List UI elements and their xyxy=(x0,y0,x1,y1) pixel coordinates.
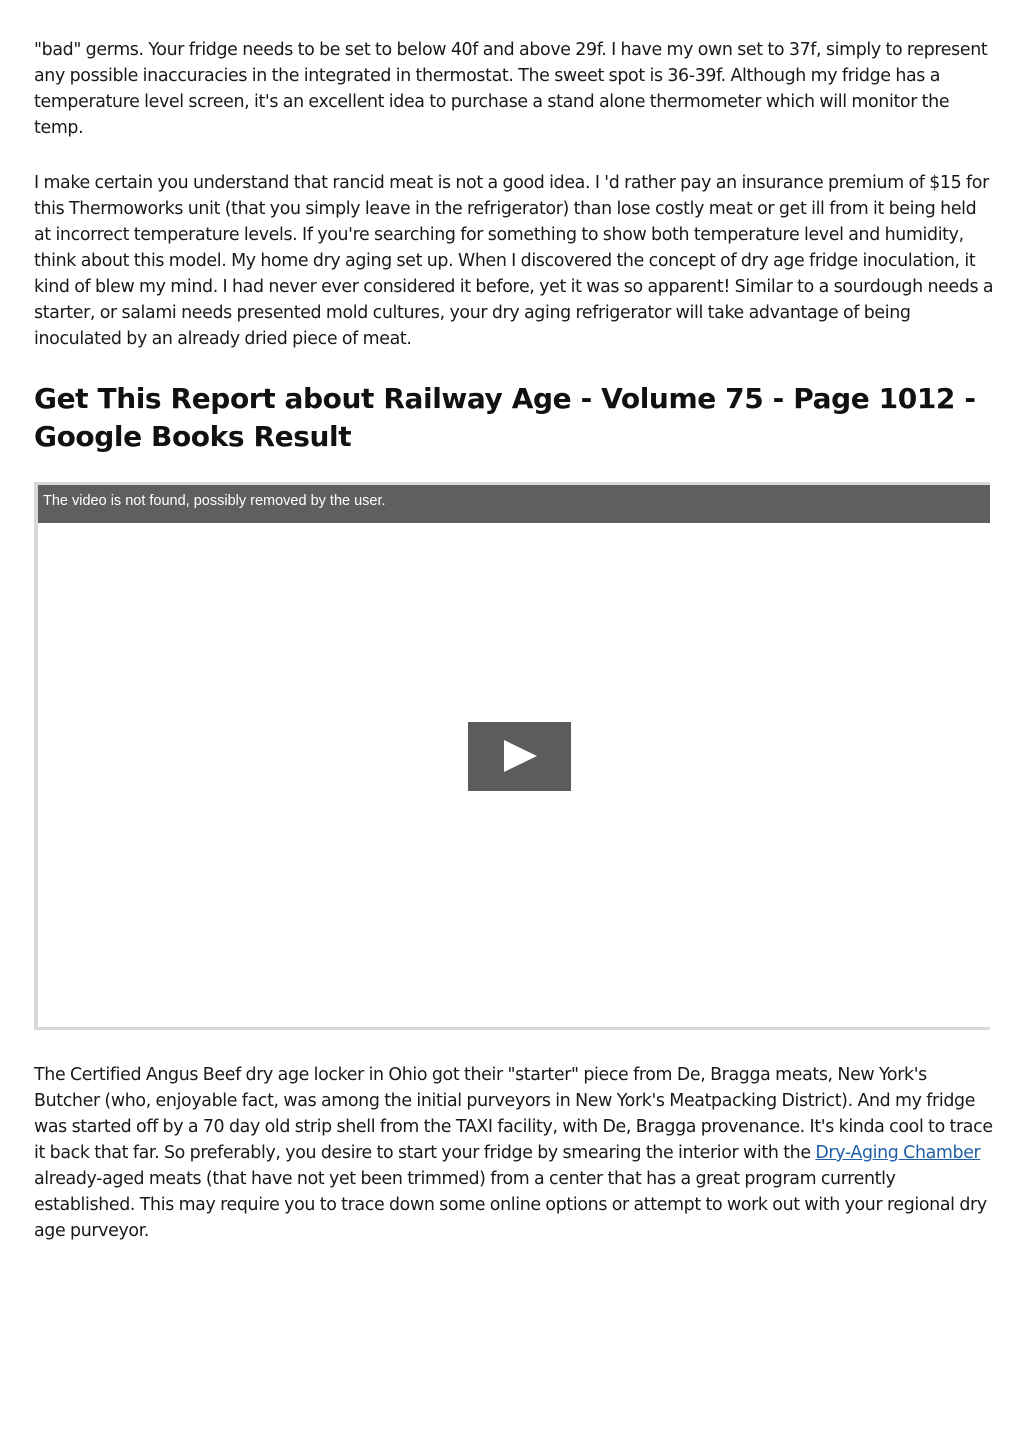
video-title-bar xyxy=(38,485,990,523)
video-player[interactable] xyxy=(34,482,990,1030)
play-icon xyxy=(504,740,537,772)
video-error-message: The video is not found, possibly removed by the user. xyxy=(43,493,386,509)
play-button[interactable] xyxy=(468,722,571,791)
paragraph-angus-beef xyxy=(34,1062,994,1244)
paragraph-text-after-link: already-aged meats (that have not yet been trimmed) from a center that has a great program currently established. This may require you to trace down some online options or attempt to work out with your regional dry age purveyor. xyxy=(34,1169,987,1241)
section-heading: Get This Report about Railway Age - Volume 75 - Page 1012 - Google Books Result xyxy=(34,382,976,453)
paragraph-fridge-temperature: "bad" germs. Your fridge needs to be set to below 40f and above 29f. I have my own set to 37f, simply to represent any possible inaccuracies in the integrated in thermostat. The sweet spot is 36-39f. Although my fridge has a temperature level screen, it's an excellent idea to purchase a stand alone thermometer which will monitor the temp. xyxy=(34,40,988,138)
paragraph-text-before-link: The Certified Angus Beef dry age locker in Ohio got their "starter" piece from De, Bragga meats, New York's Butcher (who, enjoyable fact, was among the initial purveyors in New York's Meatpacking District). And my fridge was started off by a 70 day old strip shell from the TAXI facility, with De, Bragga provenance. It's kinda cool to trace it back that far. So preferably, you desire to start your fridge by smearing the interior with the xyxy=(34,1065,993,1163)
dry-aging-chamber-link[interactable]: Dry-Aging Chamber xyxy=(815,1143,981,1163)
paragraph-rancid-meat: I make certain you understand that rancid meat is not a good idea. I 'd rather pay an insurance premium of $15 for this Thermoworks unit (that you simply leave in the refrigerator) than lose costly meat or get ill from it being held at incorrect temperature levels. If you're searching for something to show both temperature level and humidity, think about this model. My home dry aging set up. When I discovered the concept of dry age fridge inoculation, it kind of blew my mind. I had never ever considered it before, yet it was so apparent! Similar to a sourdough needs a starter, or salami needs presented mold cultures, your dry aging refrigerator will take advantage of being inoculated by an already dried piece of meat. xyxy=(34,173,994,349)
